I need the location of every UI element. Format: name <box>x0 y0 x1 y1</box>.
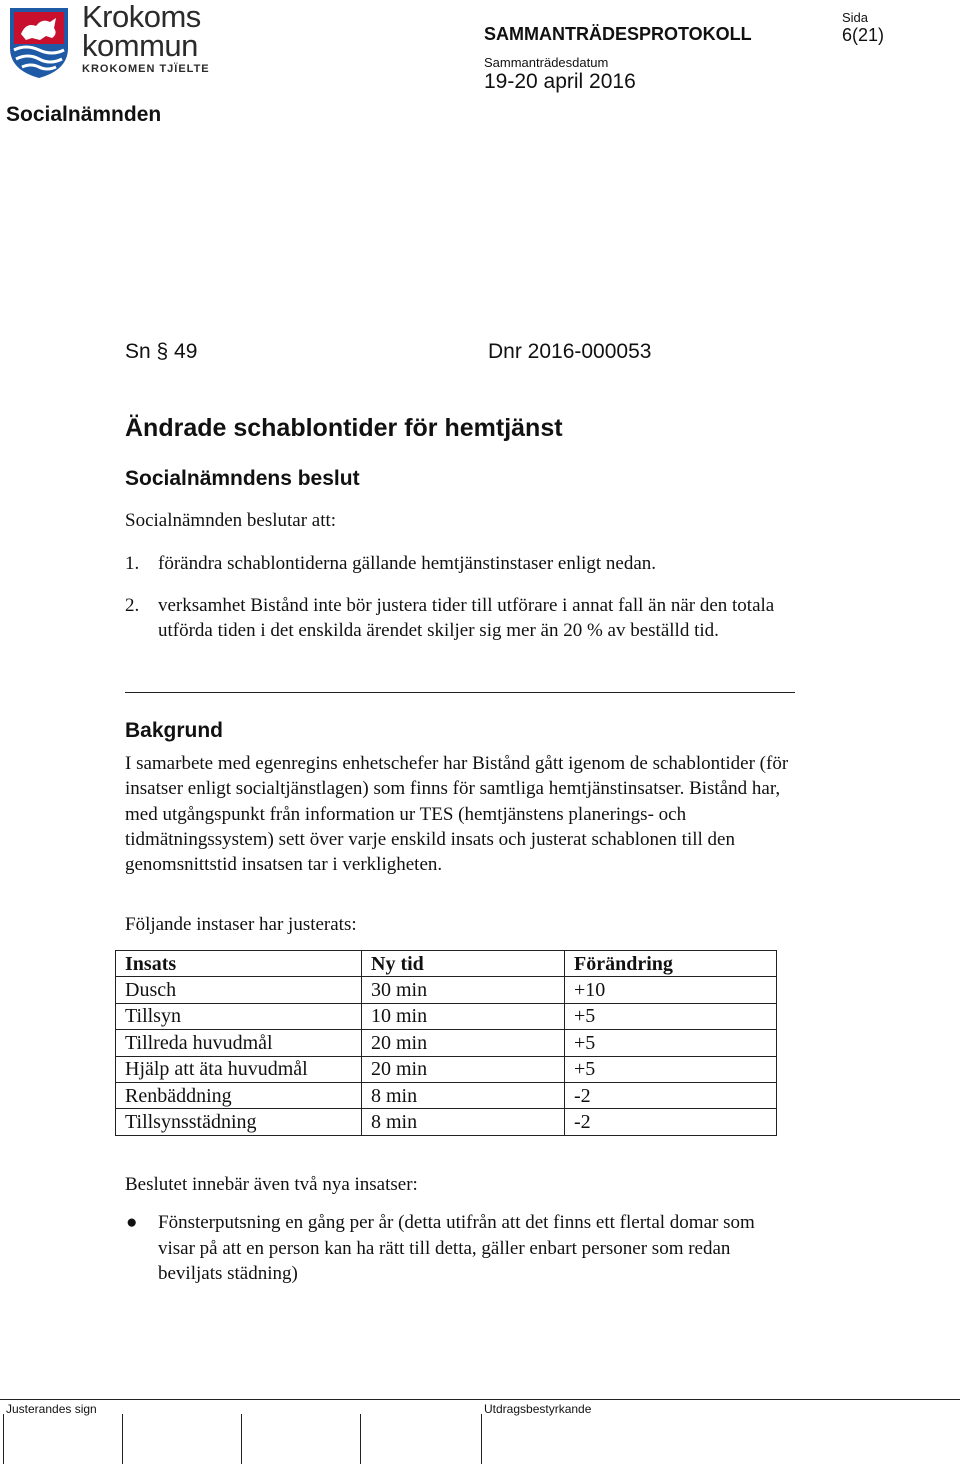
bullet-item: Fönsterputsning en gång per år (detta utifrån att det finns ett flertal domar som visar på att en person kan ha rätt till detta, gäller enbart personer som redan beviljats städning) <box>158 1212 755 1284</box>
decision-item-number: 2. <box>125 595 140 616</box>
table-cell: Tillsynsstädning <box>116 1109 362 1135</box>
column-header: Insats <box>116 951 362 977</box>
signature-box-divider <box>122 1414 123 1464</box>
table-cell: -2 <box>565 1082 777 1108</box>
section-divider <box>125 692 795 693</box>
table-cell: Tillreda huvudmål <box>116 1030 362 1056</box>
table-row <box>116 977 777 1003</box>
table-cell: 8 min <box>362 1082 565 1108</box>
table-cell: 10 min <box>362 1003 565 1029</box>
document-type: SAMMANTRÄDESPROTOKOLL <box>484 24 752 44</box>
brand-tagline: KROKOMEN TJÏELTE <box>82 63 210 75</box>
table-cell: +5 <box>565 1056 777 1082</box>
decision-item-number: 1. <box>125 553 140 574</box>
extract-certification-label: Utdragsbestyrkande <box>484 1402 592 1416</box>
meeting-date-value: 19-20 april 2016 <box>484 70 636 93</box>
signature-box-divider <box>3 1414 4 1464</box>
signature-box-divider <box>481 1414 482 1464</box>
table-intro: Följande instaser har justerats: <box>125 914 357 935</box>
background-heading: Bakgrund <box>125 719 224 742</box>
table-cell: Hjälp att äta huvudmål <box>116 1056 362 1082</box>
brand-line-1: Krokoms <box>82 0 201 34</box>
coat-of-arms-logo <box>6 4 72 80</box>
background-text: I samarbete med egenregins enhetschefer har Bistånd gått igenom de schablontider (för insatser enligt socialtjänstlagen) som finns för samtliga hemtjänstinsatser. Bistånd har, med utgångspunkt från information ur TES (hemtjänstens planerings- och tidmätningssystem) sett över varje enskild insats och justerat schablonen till den genomsnittstid insatsen tar i verkligheten. <box>125 753 789 876</box>
bullet-icon: ● <box>126 1212 138 1233</box>
table-row <box>116 1003 777 1029</box>
decision-intro: Socialnämnden beslutar att: <box>125 510 337 531</box>
table-cell: Renbäddning <box>116 1082 362 1108</box>
page-title: Ändrade schablontider för hemtjänst <box>125 414 563 442</box>
table-row <box>116 1082 777 1108</box>
meeting-date-label: Sammanträdesdatum <box>484 55 609 70</box>
table-row <box>116 1109 777 1135</box>
signature-box-divider <box>241 1414 242 1464</box>
table-header-row <box>116 951 777 977</box>
column-header: Ny tid <box>362 951 565 977</box>
table-cell: 8 min <box>362 1109 565 1135</box>
paragraph-reference: Sn § 49 <box>125 340 198 363</box>
table-row <box>116 1056 777 1082</box>
column-header: Förändring <box>565 951 777 977</box>
brand-name <box>82 0 201 63</box>
table-cell: +5 <box>565 1003 777 1029</box>
table-cell: 20 min <box>362 1030 565 1056</box>
signature-label: Justerandes sign <box>6 1402 97 1416</box>
table-cell: +10 <box>565 977 777 1003</box>
schedule-changes-table <box>115 950 777 1136</box>
table-cell: Dusch <box>116 977 362 1003</box>
diary-number: Dnr 2016-000053 <box>488 340 652 363</box>
signature-box-divider <box>360 1414 361 1464</box>
table-cell: 30 min <box>362 977 565 1003</box>
table-cell: 20 min <box>362 1056 565 1082</box>
decision-heading: Socialnämndens beslut <box>125 467 360 490</box>
page-number: 6(21) <box>842 25 885 45</box>
brand-line-2: kommun <box>82 28 198 63</box>
decision-item-text: förändra schablontiderna gällande hemtjänstinstaser enligt nedan. <box>158 553 657 574</box>
table-cell: -2 <box>565 1109 777 1135</box>
new-services-intro: Beslutet innebär även två nya insatser: <box>125 1174 418 1195</box>
table-cell: Tillsyn <box>116 1003 362 1029</box>
page-label: Sida <box>842 10 869 25</box>
table-row <box>116 1030 777 1056</box>
decision-item-text: verksamhet Bistånd inte bör justera tider till utförare i annat fall än när den totala utförda tiden i det enskilda ärendet skiljer sig mer än 20 % av beställd tid. <box>158 595 775 641</box>
committee-name: Socialnämnden <box>6 103 162 126</box>
footer-divider <box>0 1399 960 1400</box>
table-cell: +5 <box>565 1030 777 1056</box>
